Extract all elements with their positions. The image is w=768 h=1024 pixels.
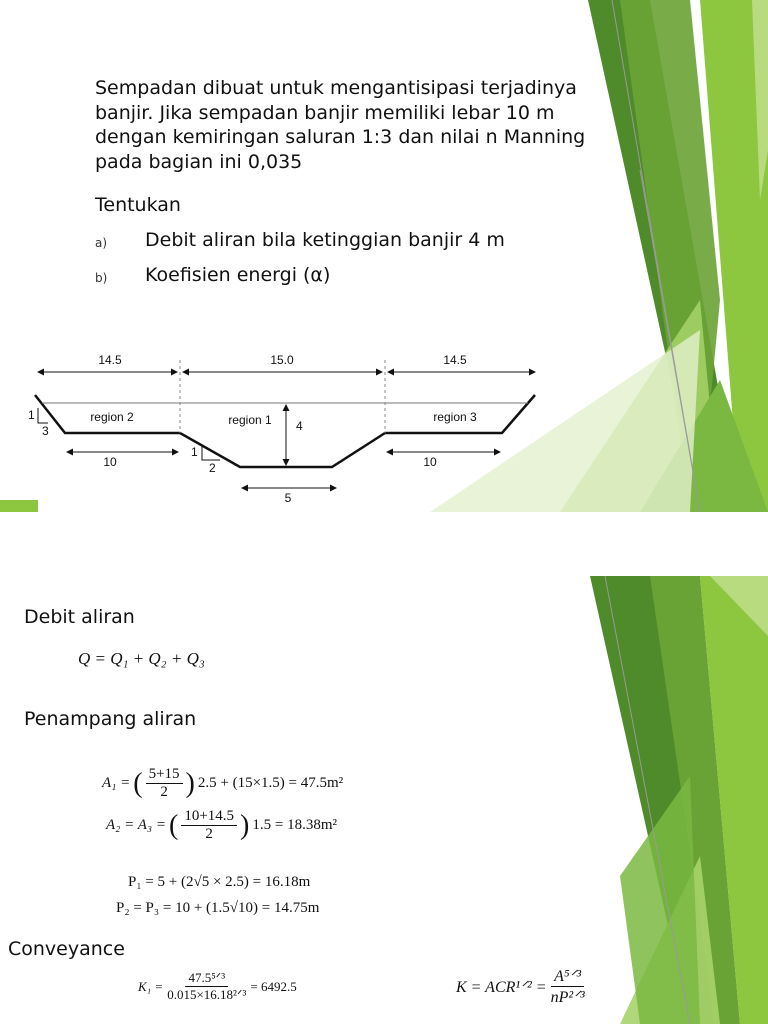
list-item: Debit aliran bila ketinggian banjir 4 m bbox=[145, 229, 505, 251]
equation-k-general: K = ACR¹ᐟ² = A⁵ᐟ³ nP²ᐟ³ bbox=[456, 968, 585, 1006]
heading-penampang-aliran: Penampang aliran bbox=[24, 708, 197, 730]
paragraph-line: dengan kemiringan saluran 1:3 dan nilai n Manning bbox=[95, 126, 586, 148]
region-2-label: region 2 bbox=[90, 410, 134, 424]
paragraph-line: pada bagian ini 0,035 bbox=[95, 150, 303, 173]
paragraph-line: banjir. Jika sempadan banjir memiliki lebar 10 m bbox=[95, 101, 555, 124]
equation-p1: P₁ = 5 + (2√5 × 2.5) = 16.18m bbox=[128, 874, 311, 890]
problem-paragraph bbox=[95, 76, 585, 174]
top-width-right: 14.5 bbox=[443, 353, 467, 367]
slope-left-rise: 1 bbox=[28, 408, 35, 422]
equation-q: Q = Q₁ + Q₂ + Q₃ bbox=[78, 649, 205, 668]
channel-cross-section-diagram bbox=[20, 345, 550, 512]
region-3-label: region 3 bbox=[433, 410, 477, 424]
slope-left-run: 3 bbox=[42, 424, 49, 438]
paragraph-line: Sempadan dibuat untuk mengantisipasi terjadinya bbox=[95, 77, 577, 99]
region-1-label: region 1 bbox=[228, 413, 272, 427]
bottom-width-center: 5 bbox=[284, 491, 292, 505]
bottom-width-left: 10 bbox=[103, 455, 117, 469]
list-item: Koefisien energi (α) bbox=[145, 264, 331, 286]
equation-a1: A₁ = ( 5+15 2 ) 2.5 + (15×1.5) = 47.5m² bbox=[102, 766, 344, 800]
tentukan-label: Tentukan bbox=[95, 194, 181, 216]
equation-a2-a3: A₂ = A₃ = ( 10+14.5 2 ) 1.5 = 18.38m² bbox=[106, 808, 337, 842]
equation-k1: K₁ = 47.5⁵ᐟ³ 0.015×16.18²ᐟ³ = 6492.5 bbox=[138, 970, 297, 1002]
height-label: 4 bbox=[296, 419, 303, 433]
slope-center-rise: 1 bbox=[191, 445, 198, 459]
slope-center-run: 2 bbox=[209, 461, 216, 475]
top-width-left: 14.5 bbox=[98, 353, 122, 367]
slide-2 bbox=[0, 576, 768, 1024]
heading-conveyance: Conveyance bbox=[8, 938, 125, 960]
bottom-width-right: 10 bbox=[423, 455, 437, 469]
list-marker: a) bbox=[95, 236, 108, 250]
top-width-center: 15.0 bbox=[270, 353, 294, 367]
heading-debit-aliran: Debit aliran bbox=[24, 606, 135, 628]
list-marker: b) bbox=[95, 271, 108, 285]
equation-p2-p3: P₂ = P₃ = 10 + (1.5√10) = 14.75m bbox=[116, 900, 320, 916]
